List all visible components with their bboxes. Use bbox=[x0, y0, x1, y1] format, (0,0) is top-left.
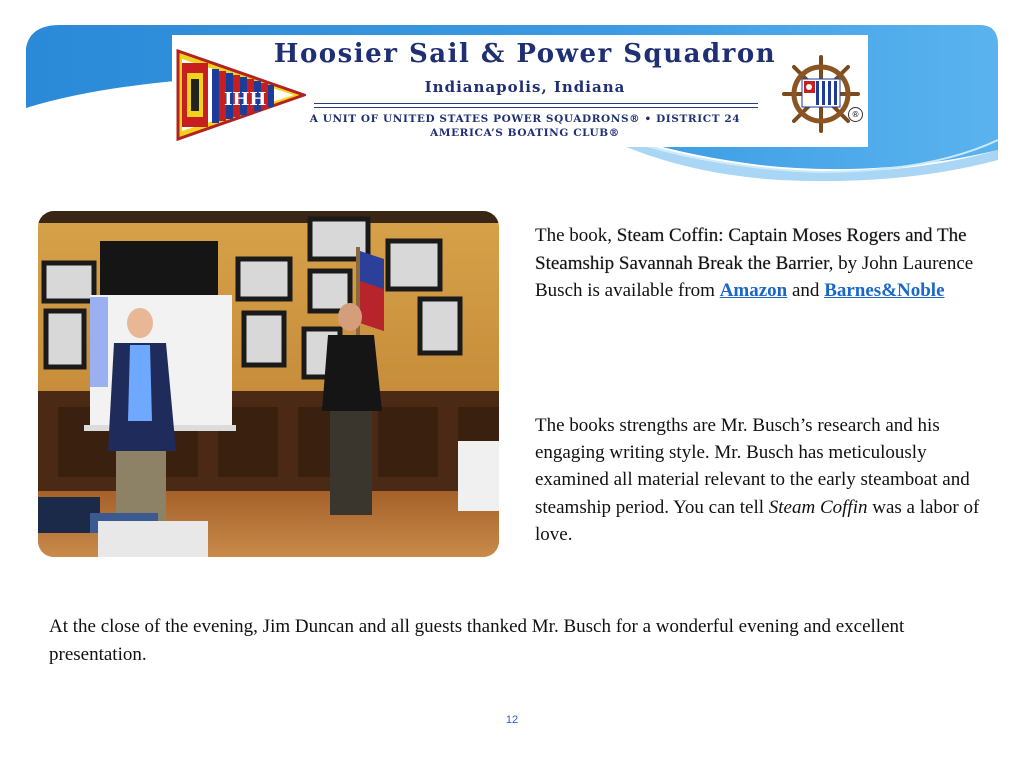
para2-text-before: The books strengths are Mr. Busch’s research and his engaging writing style. Mr. Busch has meticulously examined all material relevant to the early steamboat and steamship period. You can tell bbox=[535, 415, 970, 518]
banner-rule-top bbox=[314, 103, 758, 104]
org-club-line: AMERICA’S BOATING CLUB® bbox=[430, 127, 620, 139]
banner-rule-bottom bbox=[314, 107, 758, 108]
para2-italic-title: Steam Coffin bbox=[768, 496, 868, 518]
closing-text: At the close of the evening, Jim Duncan and all guests thanked Mr. Busch for a wonderful evening and excellent presentation. bbox=[49, 616, 905, 665]
burgee-letters: IHH bbox=[224, 89, 267, 110]
para1-conj: and bbox=[787, 280, 825, 301]
squadron-banner bbox=[172, 35, 868, 147]
para1-middle: , by John Laurence Busch is available from bbox=[535, 252, 974, 301]
para2-text-after: was a labor of love. bbox=[535, 496, 980, 545]
org-unit-line: A UNIT OF UNITED STATES POWER SQUADRONS® • DISTRICT 24 bbox=[309, 113, 741, 125]
ships-wheel-flag-icon bbox=[782, 55, 860, 133]
event-photo bbox=[38, 211, 499, 557]
para1-prefix: The book, bbox=[535, 225, 617, 246]
book-title: Steam Coffin: Captain Moses Rogers and The Steamship Savannah Break the Barrier bbox=[535, 225, 967, 274]
org-title: Hoosier Sail & Power Squadron bbox=[273, 39, 777, 69]
book-strengths-text bbox=[535, 412, 980, 548]
registered-mark: ® bbox=[848, 107, 863, 122]
amazon-link[interactable]: Amazon bbox=[719, 280, 788, 301]
barnes-noble-link[interactable]: Barnes&Noble bbox=[824, 280, 945, 301]
org-location: Indianapolis, Indiana bbox=[424, 78, 626, 96]
book-availability-text bbox=[535, 222, 980, 305]
page-number: 12 bbox=[505, 714, 519, 726]
